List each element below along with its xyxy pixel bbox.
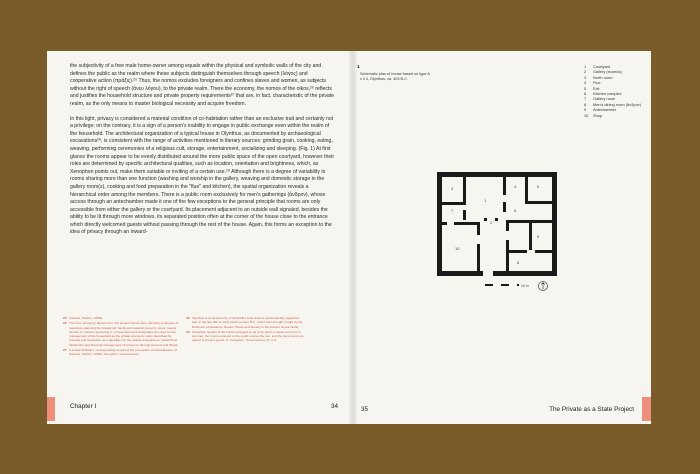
- wall: [525, 201, 552, 204]
- room-label: 3: [451, 186, 454, 191]
- room-label: 5: [537, 184, 540, 189]
- wall: [509, 250, 527, 253]
- paragraph-2: In this light, privacy is considered a material condition of co-habitation rather than an exclusive trait and certainly not a privilege; on the contrary, it is a sign of a person's inability to engage in public exchange even within the realm of the household. The architectural organization of a typical house in Olynthus, as documented by archaeological excavations²⁸, is consistent with the range of activities mentioned in literary sources: grinding grain, cooking, eating, weaving, performing ceremonies of a religious cult, storage, entertainment, socializing and sleeping. (Fig. 1) At first glance the rooms appear to be evenly distributed around the more public space of the open courtyard, however their roles are determined by specific architectural qualities, such as location, orientation and brightness, which, as Xenophon points out, make them suitable or inviting of a certain use.²⁹ Although there is a degree of variability in rooms sharing more than one function (washing and worship in the gallery, weaving and domestic storage in the gallery room(s), cooking and food preparation in the "flue" and kitchen), the spatial organization reveals a hierarchical order among the members. There is a public room exclusively for men's gatherings (ἄνδρον), whose access through an antechamber made it one of the few exceptions to the general principle that rooms are only accessible from either the gallery or the courtyard. Its placement adjacent to an outside wall signaled, besides the ability to be lit through more windows, its separated position often at the corner of the house close to the entrance which directly welcomed guests without passing through the rest of the house. Again, this forms an exception to the idea of privacy through an inward-: [70, 115, 335, 236]
- legend-number: 3: [584, 74, 587, 80]
- room-label: 1: [484, 198, 487, 203]
- doorway: [483, 271, 493, 276]
- legend-number: 1: [584, 64, 587, 69]
- legend-number: 8: [584, 101, 587, 107]
- wall: [552, 172, 557, 276]
- wall: [503, 177, 506, 195]
- legend-label: Kitchen complex: [593, 91, 622, 97]
- footnote-number: 25: [63, 316, 67, 320]
- footnote-text: The term 'economy' derives from the ancient Greek οἶκος denoting a complex of meanings spanning the household, family and material property; νόμος means the law or customs governing it, so that oikonomia designates the rules for the management of the household as the private economic realm described by Aristotle and Xenophon as a paradigm for the spatial arrangement, hierarchical distribution and financial management of resources through persons and things.: [69, 321, 179, 347]
- footnotes-right: [186, 316, 304, 344]
- footnote-number: 28: [186, 316, 190, 320]
- wall: [535, 250, 552, 253]
- legend-number: 9: [584, 107, 587, 113]
- legend-label: Exit: [593, 85, 600, 91]
- wall: [437, 172, 557, 177]
- wall: [506, 223, 509, 231]
- footnote: [186, 316, 304, 329]
- room-label: 7: [451, 208, 454, 213]
- room-label: 9: [537, 234, 540, 239]
- legend-number: 2: [584, 69, 587, 75]
- paragraph-1: the subjectivity of a free male home-owner among equals within the physical and symbolic walls of the city and defines the public as the realm where these subjects distinguish themselves through speech (λόγος) and cooperative action (πράξις).²⁵ Thus, the nomos excludes foreigners and confines slaves and women, as subjects without the right of speech (ἄνευ λόγου), to the private realm. There the economy, the nomos of the oikos,²⁶ reflects and justifies the household structure and private property requirements²⁷ that are, in fact, characteristic of the private realm, as the only means to master biological necessity and acquire freedom.: [70, 63, 335, 107]
- wall: [463, 210, 466, 220]
- column: [484, 218, 487, 221]
- legend-label: Shop: [593, 112, 603, 118]
- footnote-text: A similar definition, corresponding as part of the conception of subordination, cf. Aristotle, Politics, 1252b; Xenophon, Oeconomicus.: [69, 348, 178, 357]
- footnote-number: 29: [186, 329, 190, 334]
- legend-label: Gallery room: [593, 96, 616, 102]
- gutter-shadow: [349, 51, 357, 424]
- wall: [503, 202, 506, 212]
- footnote: [63, 321, 181, 347]
- wall: [477, 244, 480, 271]
- main-text: [70, 63, 335, 244]
- wall: [442, 202, 466, 205]
- north-arrow-icon: [541, 283, 544, 290]
- legend-label: Antechamber: [593, 107, 617, 113]
- page-number-left: 34: [331, 403, 339, 410]
- footnote-text: Xenophon speaks of the house arranged so as to be warm in winter and cool in summer; the rooms exposed to the south receive the sun, and the storerooms are placed to protect goods, cf. Xenophon, Oeconomicus, IX, 2–5.: [192, 329, 304, 343]
- legend-number: 4: [584, 80, 587, 86]
- scale-bar-segment: [493, 284, 501, 286]
- figure-caption: Schematic plan of house based on type A v ii 4, Olynthus, ca. 403 B.C.: [360, 72, 430, 82]
- legend-item: [584, 113, 648, 118]
- footnote-number: 26: [63, 321, 67, 326]
- room-label: 4: [514, 184, 517, 189]
- figure-number: 1: [357, 65, 360, 70]
- footnote-number: 27: [63, 348, 67, 353]
- legend-number: 5: [584, 85, 587, 91]
- house-floor-plan: [437, 172, 557, 296]
- wall: [529, 223, 532, 250]
- scale-label: 10 m: [521, 284, 529, 288]
- figure-legend: [584, 64, 648, 118]
- legend-number: 6: [584, 91, 587, 97]
- legend-label: Courtyard: [593, 64, 611, 69]
- wall: [437, 271, 557, 276]
- legend-label: North room: [593, 74, 613, 80]
- page-number-right: 35: [361, 406, 369, 413]
- footer-chapter: Chapter I: [70, 403, 97, 410]
- footnotes-left: [63, 316, 181, 358]
- legend-number: 10: [584, 112, 589, 118]
- legend-label: Flue: [593, 80, 601, 86]
- chapter-tab-right: [642, 397, 651, 421]
- wall: [463, 177, 466, 202]
- room-label: 6: [514, 208, 517, 213]
- footnote: [186, 330, 304, 343]
- doorway: [447, 222, 454, 225]
- wall: [525, 177, 528, 201]
- wall: [437, 172, 442, 276]
- room-label: 2: [490, 220, 493, 225]
- wall: [477, 225, 480, 235]
- legend-label: Men's dining room (ἄνδρον): [593, 101, 642, 107]
- running-title: The Private as a State Project: [549, 406, 634, 413]
- footnote-text: Olynthus is an ancient city of Chalcidice built under a systematically organized plan in the late fifth or early fourth century B.C., which was brought to light by the Robinson excavations; Nevett, House and Society in the Ancient Greek World.: [192, 316, 303, 329]
- column: [495, 218, 498, 221]
- legend-number: 7: [584, 96, 587, 102]
- scale-bar-segment: [509, 284, 517, 286]
- footnote: [63, 348, 181, 357]
- room-label: 8: [517, 260, 520, 265]
- footnote-text: Aristotle, Politics, 1253a.: [69, 316, 103, 320]
- legend-label: Gallery (παστάς): [593, 69, 622, 75]
- room-label: 10: [455, 246, 460, 251]
- wall: [506, 240, 509, 271]
- chapter-tab-left: [47, 397, 55, 421]
- footnote: [63, 316, 181, 320]
- wall: [506, 220, 552, 223]
